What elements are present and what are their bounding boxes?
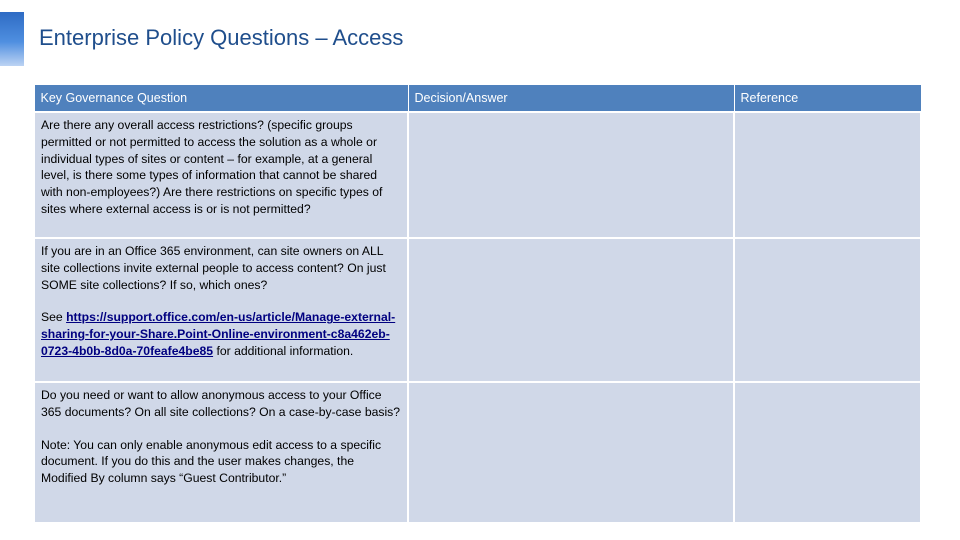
- answer-cell[interactable]: [408, 112, 734, 238]
- answer-cell[interactable]: [408, 238, 734, 382]
- note-text: Note: You can only enable anonymous edit access to a specific document. If you do this and the user makes changes, the Modified By column says “Guest Contributor.”: [41, 437, 382, 486]
- support-article-link[interactable]: https://support.office.com/en-us/article/Manage-external-sharing-for-your-Share.Point-Online-environment-c8a462eb-0723-4b0b-8d0a-70feafe4be85: [41, 310, 396, 358]
- question-cell: [34, 112, 408, 238]
- table-row: [34, 238, 921, 382]
- question-text: Are there any overall access restrictions? (specific groups permitted or not permitted to access the solution as a whole or individual types of sites or content – for example, at a general level, is there some types of information that cannot be shared with non-employees?) Are there restrictions on specific types of sites where external access is or is not permitted?: [41, 118, 383, 216]
- column-header-reference: Reference: [734, 85, 921, 113]
- question-text: Do you need or want to allow anonymous access to your Office 365 documents? On all site collections? On a case-by-case basis?: [41, 388, 401, 419]
- question-cell: [34, 382, 408, 523]
- question-text: If you are in an Office 365 environment, can site owners on ALL site collections invite external people to access content? On just SOME site collections? If so, which ones?: [41, 244, 386, 292]
- reference-cell[interactable]: [734, 112, 921, 238]
- table-header-row: [34, 85, 921, 113]
- table-row: [34, 382, 921, 523]
- table-row: [34, 112, 921, 238]
- reference-cell[interactable]: [734, 238, 921, 382]
- title-accent-bar: [0, 12, 24, 66]
- see-prefix: See: [41, 310, 67, 325]
- see-also-text: [41, 309, 401, 359]
- column-header-question: Key Governance Question: [34, 85, 408, 113]
- see-suffix: for additional information.: [213, 343, 354, 358]
- question-cell: [34, 238, 408, 382]
- slide-title: Enterprise Policy Questions – Access: [39, 25, 404, 50]
- reference-cell[interactable]: [734, 382, 921, 523]
- answer-cell[interactable]: [408, 382, 734, 523]
- governance-table: [33, 84, 922, 524]
- column-header-decision: Decision/Answer: [408, 85, 734, 113]
